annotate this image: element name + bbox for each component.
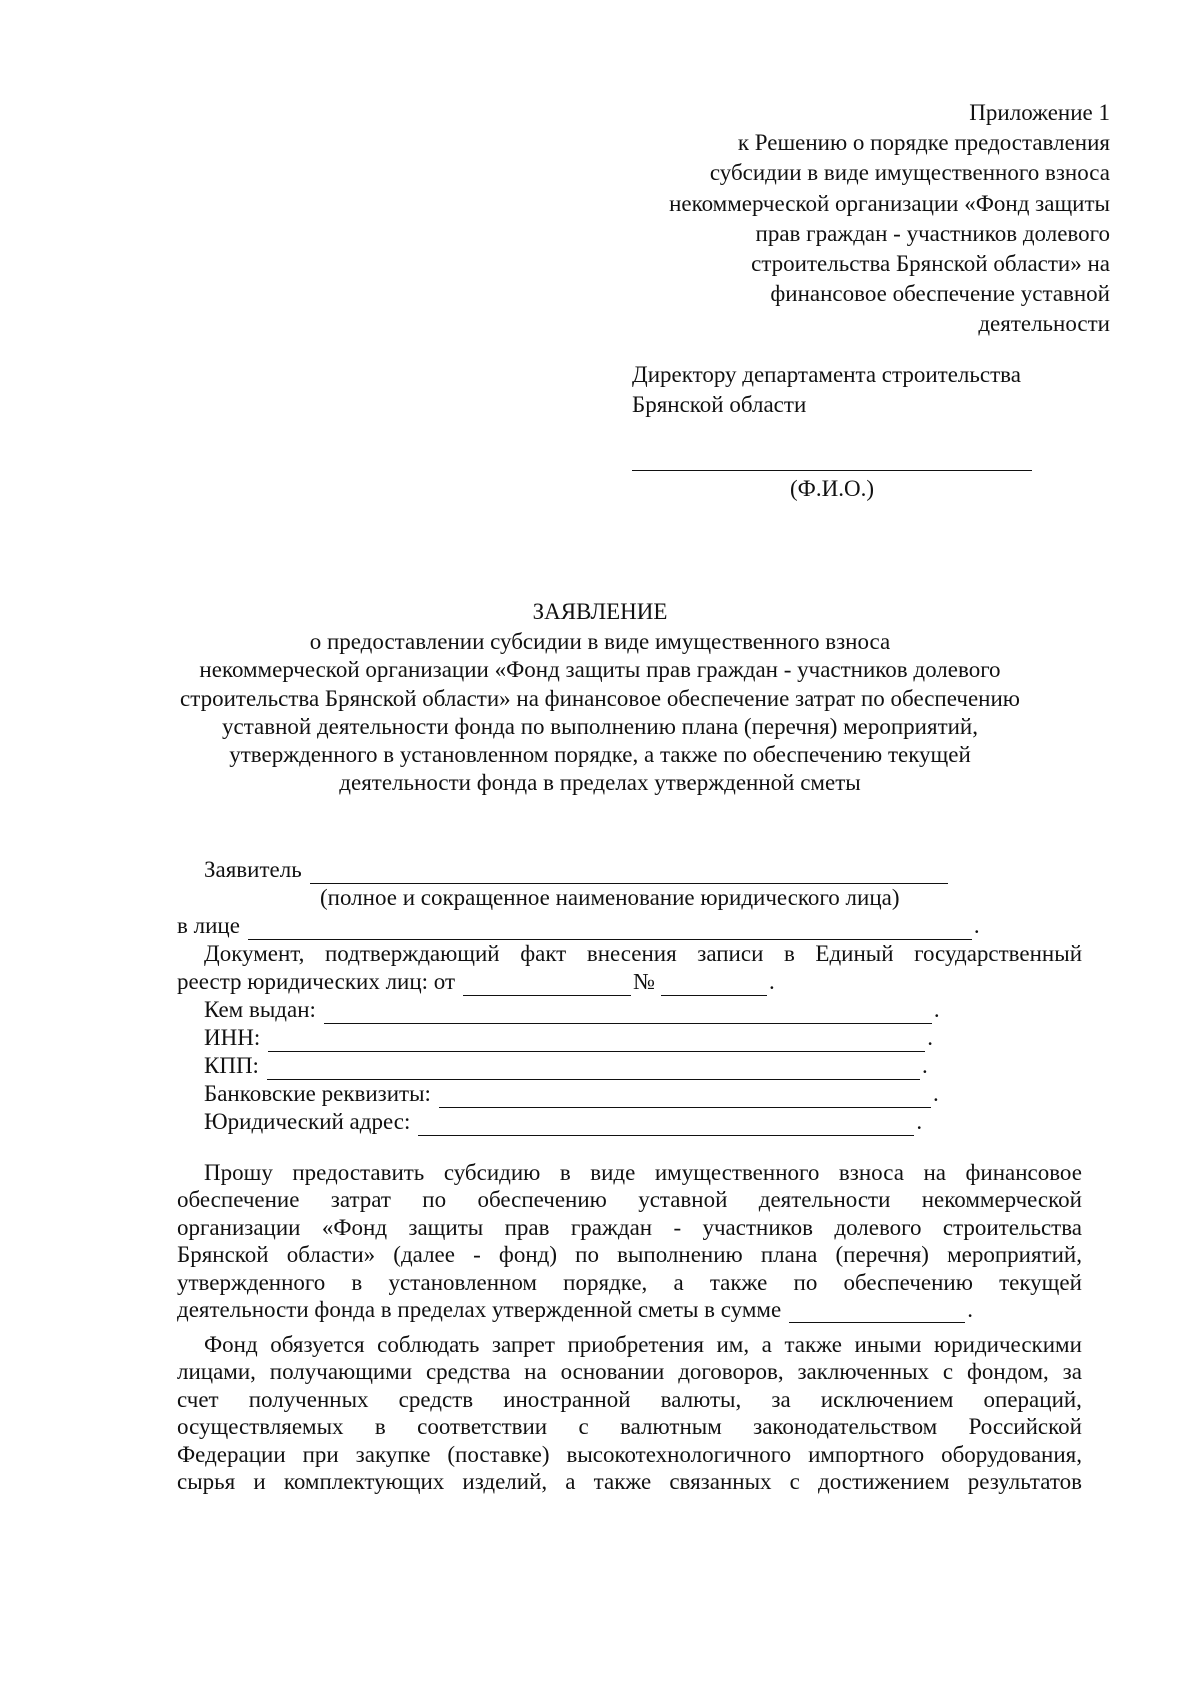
word: подтверждающий	[324, 941, 500, 966]
issued-by-blank[interactable]	[324, 1001, 932, 1024]
word: им,	[716, 1332, 750, 1357]
issued-by-row	[204, 996, 940, 1024]
word: установленном	[388, 1269, 537, 1295]
dot: .	[927, 1025, 933, 1050]
word: оборудования,	[941, 1441, 1082, 1467]
word: затрат	[330, 1187, 391, 1213]
word: (поставке)	[447, 1441, 550, 1467]
word: фонд)	[498, 1242, 557, 1268]
person-label: в лице	[177, 913, 240, 938]
person-blank[interactable]	[248, 917, 972, 940]
registry-date-label: реестр юридических лиц: от	[177, 969, 456, 994]
word: фондом,	[967, 1359, 1049, 1385]
word: Документ,	[204, 941, 305, 966]
word: на	[524, 1359, 547, 1385]
word: при	[302, 1441, 339, 1467]
word: (далее	[393, 1242, 455, 1268]
legal-address-label: Юридический адрес:	[204, 1109, 411, 1134]
word: виде	[590, 1160, 636, 1185]
word: исключением	[820, 1386, 954, 1412]
paragraph-line	[177, 1269, 1082, 1296]
registry-doc-line	[204, 940, 1082, 968]
word: операций,	[983, 1386, 1082, 1412]
registry-date-blank[interactable]	[463, 973, 631, 996]
word: утвержденного	[177, 1269, 326, 1295]
word: граждан	[570, 1214, 653, 1240]
inn-row	[204, 1024, 933, 1052]
applicant-label: Заявитель	[204, 857, 302, 882]
registry-date-row	[177, 968, 775, 996]
word: и	[253, 1469, 266, 1495]
word: а	[761, 1332, 772, 1357]
appendix-line: Приложение 1	[969, 100, 1110, 125]
word: с	[578, 1414, 589, 1440]
subtitle-line: деятельности фонда в пределах утвержденной сметы	[339, 770, 861, 796]
dot: .	[932, 1081, 939, 1106]
appendix-line: деятельности	[978, 311, 1110, 337]
subtitle-line: о предоставлении субсидии в виде имущественного взноса	[309, 629, 891, 654]
word: уставной	[638, 1187, 728, 1213]
word: с	[942, 1359, 954, 1385]
dot: .	[769, 969, 775, 994]
paragraph-line	[177, 1413, 1082, 1440]
applicant-row	[204, 856, 950, 884]
word: сырья	[177, 1469, 236, 1495]
word: долевого	[834, 1214, 922, 1240]
word: договоров,	[678, 1359, 784, 1385]
word: высокотехнологичного	[566, 1441, 792, 1467]
paragraph-line	[204, 1331, 1082, 1358]
word: обеспечению	[843, 1269, 973, 1295]
word: деятельности	[758, 1187, 891, 1213]
word: взноса	[838, 1160, 904, 1185]
dot: .	[921, 1053, 928, 1078]
word: законодательством	[753, 1414, 938, 1440]
word: достижением	[818, 1469, 950, 1495]
paragraph-text: деятельности фонда в пределах утвержденной сметы в сумме	[177, 1297, 782, 1323]
word: с	[789, 1469, 800, 1495]
word: в	[559, 1160, 571, 1185]
subtitle-line: некоммерческой организации «Фонд защиты прав граждан - участников долевого	[199, 657, 1001, 683]
word: Брянской	[177, 1242, 269, 1268]
word: обеспечение	[177, 1187, 300, 1213]
word: соответствии	[417, 1414, 548, 1440]
word: -	[673, 1214, 682, 1240]
addressee-line: Брянской области	[632, 392, 807, 417]
paragraph-line	[177, 1468, 1082, 1495]
word: Прошу	[204, 1160, 273, 1185]
paragraph-line	[177, 1441, 1082, 1468]
word: текущей	[999, 1269, 1082, 1295]
appendix-line: субсидии в виде имущественного взноса	[709, 160, 1110, 186]
word: выполнению	[617, 1242, 743, 1268]
word: Единый	[815, 941, 894, 966]
word: Фонд	[204, 1332, 258, 1357]
bank-details-blank[interactable]	[439, 1085, 931, 1108]
word: мероприятий,	[947, 1242, 1082, 1268]
word: иными	[854, 1332, 922, 1357]
issued-by-label: Кем выдан:	[204, 997, 316, 1022]
word: связанных	[669, 1469, 772, 1495]
word: по	[422, 1187, 447, 1213]
word: а	[673, 1269, 684, 1295]
kpp-label: КПП:	[204, 1053, 259, 1078]
applicant-note: (полное и сокращенное наименование юридического лица)	[320, 885, 900, 910]
word: получающими	[269, 1359, 413, 1385]
word: юридическими	[933, 1332, 1082, 1357]
appendix-line: финансовое обеспечение уставной	[770, 281, 1110, 307]
subsidy-amount-blank[interactable]	[789, 1300, 965, 1323]
word: организации	[177, 1214, 301, 1240]
word: счет	[177, 1386, 219, 1412]
word: по	[793, 1269, 818, 1295]
word: по	[575, 1242, 599, 1268]
appendix-line: некоммерческой организации «Фонд защиты	[669, 190, 1110, 216]
word: некоммерческой	[921, 1187, 1082, 1213]
dot: .	[916, 1109, 923, 1134]
word: полученных	[248, 1386, 369, 1412]
word: государственный	[914, 941, 1082, 966]
word: изделий,	[462, 1469, 548, 1495]
appendix-line: строительства Брянской области» на	[751, 251, 1110, 277]
paragraph-line	[177, 1358, 1082, 1385]
word: (перечня)	[835, 1242, 929, 1268]
bank-details-label: Банковские реквизиты:	[204, 1081, 431, 1106]
word: импортного	[808, 1441, 925, 1467]
word: валютным	[620, 1414, 722, 1440]
dot: .	[967, 1297, 973, 1323]
word: в	[351, 1269, 363, 1295]
paragraph-line	[204, 1159, 1082, 1186]
appendix-line: к Решению о порядке предоставления	[737, 130, 1110, 156]
word: также	[709, 1269, 768, 1295]
word: заключенных	[797, 1359, 930, 1385]
inn-blank[interactable]	[268, 1029, 925, 1052]
word: средств	[398, 1386, 474, 1412]
word: записи	[697, 941, 764, 966]
document-title: ЗАЯВЛЕНИЕ	[532, 599, 668, 624]
word: комплектующих	[283, 1469, 445, 1495]
dot: .	[973, 913, 980, 938]
word: области»	[286, 1242, 376, 1268]
word: плана	[760, 1242, 818, 1268]
paragraph-line	[177, 1186, 1082, 1213]
word: защиты	[408, 1214, 484, 1240]
legal-address-row	[204, 1108, 922, 1136]
word: внесения	[586, 941, 677, 966]
word: Федерации	[177, 1441, 286, 1467]
fio-label: (Ф.И.О.)	[790, 476, 874, 501]
word: результатов	[967, 1469, 1082, 1495]
word: соблюдать	[377, 1332, 480, 1357]
appendix-line: прав граждан - участников долевого	[755, 220, 1110, 246]
word: -	[473, 1242, 481, 1268]
word: порядке,	[563, 1269, 648, 1295]
paragraph-line	[177, 1296, 1082, 1323]
word: закупке	[355, 1441, 431, 1467]
word: обязуется	[270, 1332, 365, 1357]
subtitle-line: строительства Брянской области» на финансовое обеспечение затрат по обеспечению	[180, 685, 1020, 711]
kpp-blank[interactable]	[267, 1057, 920, 1080]
word: осуществляемых	[177, 1414, 344, 1440]
paragraph-line	[177, 1386, 1082, 1413]
word: имущественного	[654, 1160, 820, 1185]
word: участников	[702, 1214, 814, 1240]
dot: .	[933, 997, 940, 1022]
word: финансовое	[965, 1160, 1082, 1185]
registry-number-blank[interactable]	[661, 973, 767, 996]
word: за	[1062, 1359, 1082, 1385]
word: запрет	[491, 1332, 555, 1357]
word: Российской	[968, 1414, 1082, 1440]
word: приобретения	[567, 1332, 704, 1357]
word: за	[771, 1386, 791, 1412]
word: лицами,	[177, 1359, 256, 1385]
word: субсидию	[443, 1160, 541, 1185]
obligation-paragraph	[177, 1331, 1082, 1495]
word: факт	[520, 941, 567, 966]
word: строительства	[942, 1214, 1082, 1240]
legal-address-blank[interactable]	[418, 1113, 914, 1136]
word: валюты,	[660, 1386, 742, 1412]
word: иностранной	[503, 1386, 631, 1412]
word: также	[593, 1469, 652, 1495]
inn-label: ИНН:	[204, 1025, 261, 1050]
word: «Фонд	[321, 1214, 388, 1240]
kpp-row	[204, 1052, 928, 1080]
number-sign: №	[633, 969, 656, 994]
word: средства	[425, 1359, 511, 1385]
request-paragraph	[177, 1159, 1082, 1323]
paragraph-line	[177, 1241, 1082, 1268]
word: предоставить	[292, 1160, 425, 1185]
word: прав	[504, 1214, 550, 1240]
applicant-blank[interactable]	[310, 861, 948, 884]
word: а	[565, 1469, 576, 1495]
word: обеспечению	[477, 1187, 607, 1213]
person-row	[177, 912, 980, 940]
word: также	[784, 1332, 842, 1357]
subtitle-line: уставной деятельности фонда по выполнению плана (перечня) мероприятий,	[221, 713, 978, 739]
paragraph-line	[177, 1214, 1082, 1241]
word: в	[783, 941, 795, 966]
bank-details-row	[204, 1080, 939, 1108]
word: основании	[560, 1359, 665, 1385]
addressee-line: Директору департамента строительства	[632, 362, 1021, 387]
subtitle-line: утвержденного в установленном порядке, а также по обеспечению текущей	[229, 742, 971, 768]
word: в	[374, 1414, 386, 1440]
word: на	[923, 1160, 946, 1185]
